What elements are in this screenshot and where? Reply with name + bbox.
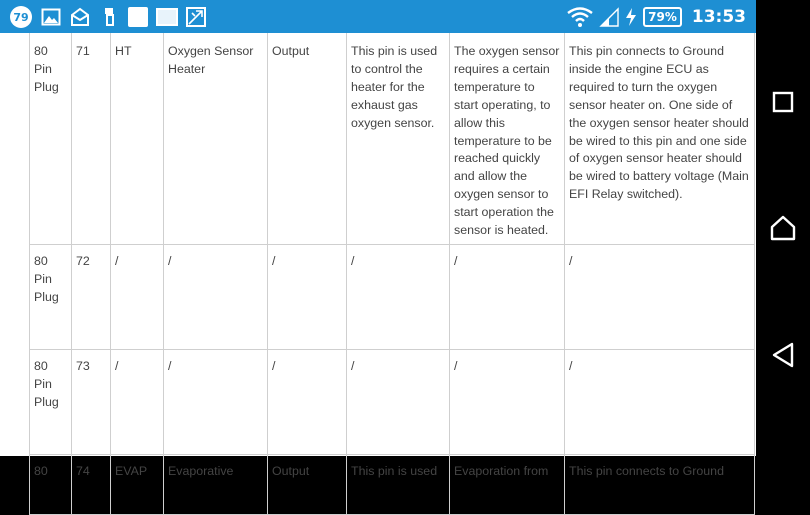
wiring-cell: This pin connects to Ground bbox=[565, 454, 755, 514]
app-notification-icon bbox=[128, 7, 148, 27]
notification-count-badge: 79 bbox=[10, 6, 32, 28]
reason-cell: / bbox=[450, 244, 565, 349]
wiring-cell: / bbox=[565, 349, 755, 454]
home-button[interactable] bbox=[769, 214, 797, 242]
signal-icon bbox=[599, 7, 619, 27]
table-row bbox=[30, 454, 755, 514]
pinout-table bbox=[29, 33, 755, 515]
usb-device-icon bbox=[99, 7, 119, 27]
clock: 13:53 bbox=[691, 7, 746, 27]
pin-cell: 71 bbox=[72, 33, 111, 244]
code-cell: / bbox=[111, 244, 164, 349]
plug-cell: 80 Pin Plug bbox=[30, 33, 72, 244]
plug-cell: 80 Pin Plug bbox=[30, 244, 72, 349]
reason-cell: The oxygen sensor requires a certain temperature to start operating, to allow this temperature to be reached quickly and allow the oxygen sensor to start operation the sensor is heated. bbox=[450, 33, 565, 244]
sparkle-app-icon bbox=[186, 7, 206, 27]
code-cell: HT bbox=[111, 33, 164, 244]
purpose-cell: / bbox=[347, 349, 450, 454]
type-cell: / bbox=[268, 244, 347, 349]
back-button[interactable] bbox=[769, 341, 797, 369]
name-cell: Evaporative bbox=[164, 454, 268, 514]
battery-percentage: 79% bbox=[643, 7, 682, 27]
code-cell: EVAP bbox=[111, 454, 164, 514]
status-bar bbox=[0, 0, 756, 33]
wiring-cell: / bbox=[565, 244, 755, 349]
name-cell: / bbox=[164, 349, 268, 454]
wifi-icon bbox=[567, 7, 593, 27]
type-cell: / bbox=[268, 349, 347, 454]
navigation-bar bbox=[756, 0, 810, 456]
type-cell: Output bbox=[268, 454, 347, 514]
gallery-icon bbox=[41, 7, 61, 27]
purpose-cell: / bbox=[347, 244, 450, 349]
screenshot-icon bbox=[157, 7, 177, 27]
purpose-cell: This pin is used bbox=[347, 454, 450, 514]
recent-apps-button[interactable] bbox=[769, 88, 797, 116]
type-cell: Output bbox=[268, 33, 347, 244]
square-icon bbox=[772, 91, 794, 113]
page-content[interactable] bbox=[0, 33, 756, 478]
notification-icons bbox=[10, 6, 206, 28]
system-icons bbox=[567, 4, 746, 30]
back-icon bbox=[771, 342, 795, 368]
pin-cell: 72 bbox=[72, 244, 111, 349]
pin-cell: 73 bbox=[72, 349, 111, 454]
reason-cell: / bbox=[450, 349, 565, 454]
plug-cell: 80 Pin Plug bbox=[30, 349, 72, 454]
name-cell: Oxygen Sensor Heater bbox=[164, 33, 268, 244]
pinout-table-wrapper bbox=[29, 33, 755, 515]
charging-icon bbox=[625, 7, 637, 27]
home-icon bbox=[770, 215, 796, 241]
table-row bbox=[30, 33, 755, 244]
plug-cell: 80 bbox=[30, 454, 72, 514]
purpose-cell: This pin is used to control the heater for the exhaust gas oxygen sensor. bbox=[347, 33, 450, 244]
name-cell: / bbox=[164, 244, 268, 349]
reason-cell: Evaporation from bbox=[450, 454, 565, 514]
code-cell: / bbox=[111, 349, 164, 454]
wiring-cell: This pin connects to Ground inside the engine ECU as required to turn the oxygen sensor heater on. One side of the oxygen sensor heater should be wired to this pin and one side of oxygen sensor heater should be wired to battery voltage (Main EFI Relay switched). bbox=[565, 33, 755, 244]
table-row bbox=[30, 349, 755, 454]
mail-icon bbox=[70, 7, 90, 27]
pin-cell: 74 bbox=[72, 454, 111, 514]
table-row bbox=[30, 244, 755, 349]
